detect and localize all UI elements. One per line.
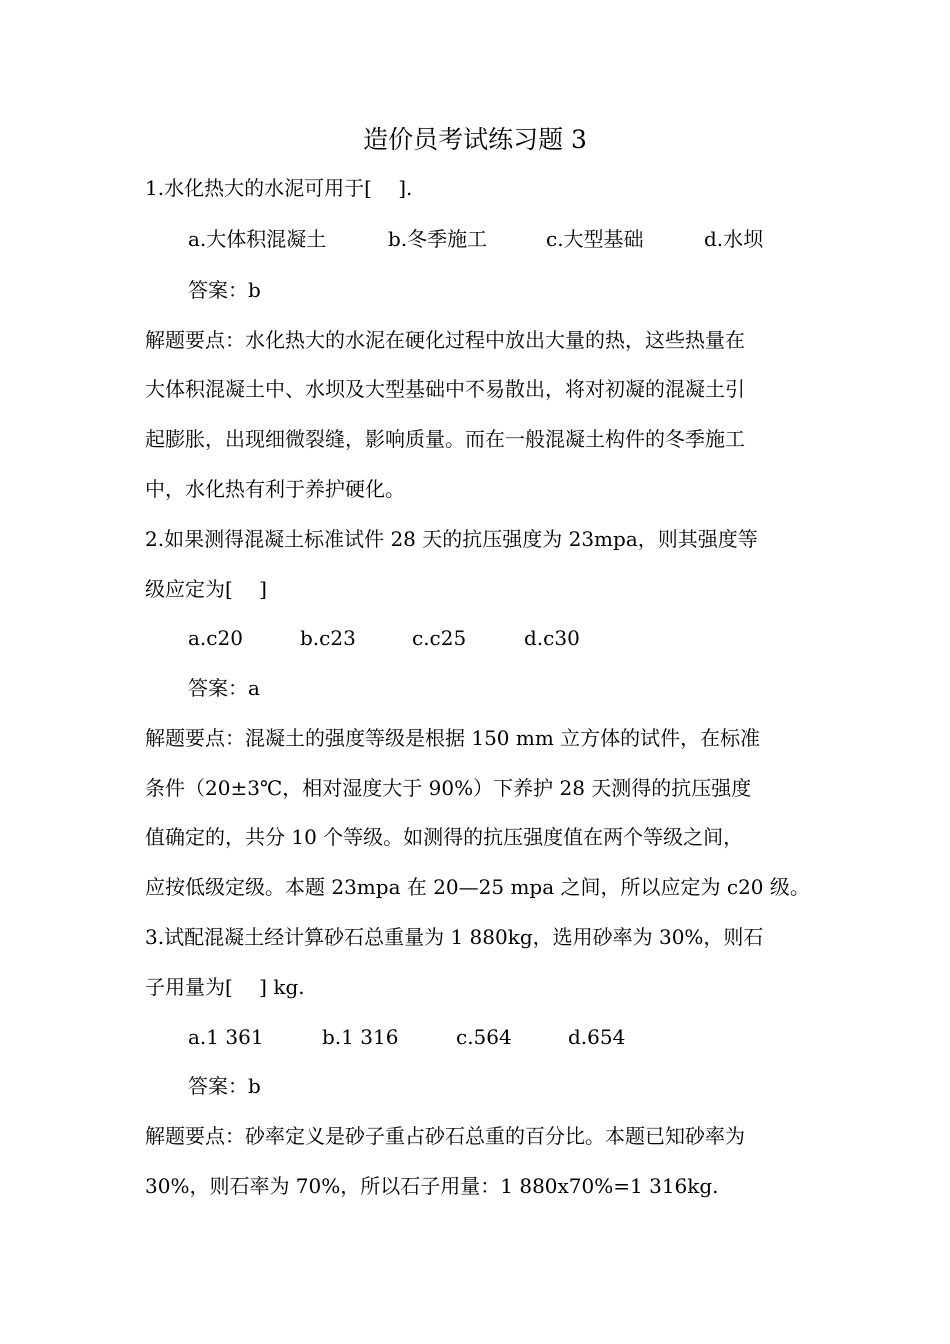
question-2-stem: 级应定为[ ]	[145, 577, 267, 601]
question-1-explanation-line: 起膨胀，出现细微裂缝，影响质量。而在一般混凝土构件的冬季施工	[145, 427, 745, 451]
question-3-explanation-line: 30%，则石率为 70%，所以石子用量：1 880x70%=1 316kg.	[145, 1174, 719, 1198]
option-a: a.c20	[188, 626, 243, 650]
question-3-stem: 3.试配混凝土经计算砂石总重量为 1 880kg，选用砂率为 30%，则石	[145, 925, 764, 949]
question-1-stem: 1.水化热大的水泥可用于[ ].	[145, 176, 413, 200]
question-2-stem: 2.如果测得混凝土标准试件 28 天的抗压强度为 23mpa，则其强度等	[145, 527, 758, 551]
page-title: 造价员考试练习题 3	[363, 125, 587, 154]
question-2-answer: 答案：a	[188, 676, 260, 700]
option-c: c.大型基础	[546, 227, 644, 251]
option-a: a.1 361	[188, 1025, 264, 1049]
option-b: b.冬季施工	[388, 227, 488, 251]
question-1-explanation-line: 中，水化热有利于养护硬化。	[145, 477, 405, 501]
option-b: b.1 316	[322, 1025, 399, 1049]
option-d: d.654	[568, 1025, 626, 1049]
question-3-explanation-line: 解题要点：砂率定义是砂子重占砂石总重的百分比。本题已知砂率为	[145, 1124, 745, 1148]
option-c: c.564	[456, 1025, 512, 1049]
question-3-answer: 答案：b	[188, 1074, 261, 1098]
question-2-explanation-line: 值确定的，共分 10 个等级。如测得的抗压强度值在两个等级之间，	[145, 825, 744, 849]
question-1-explanation-line: 大体积混凝土中、水坝及大型基础中不易散出，将对初凝的混凝土引	[145, 377, 745, 401]
option-b: b.c23	[300, 626, 356, 650]
option-c: c.c25	[412, 626, 467, 650]
question-1-answer: 答案：b	[188, 278, 261, 302]
option-d: d.c30	[524, 626, 580, 650]
question-1-explanation-line: 解题要点：水化热大的水泥在硬化过程中放出大量的热，这些热量在	[145, 328, 745, 352]
question-2-explanation-line: 解题要点：混凝土的强度等级是根据 150 mm 立方体的试件，在标准	[145, 726, 761, 750]
option-d: d.水坝	[704, 227, 764, 251]
question-2-explanation-line: 应按低级定级。本题 23mpa 在 20—25 mpa 之间，所以应定为 c20 级。	[145, 875, 810, 899]
question-3-stem: 子用量为[ ] kg.	[145, 975, 305, 999]
option-a: a.大体积混凝土	[188, 227, 327, 251]
question-2-explanation-line: 条件（20±3℃，相对湿度大于 90%）下养护 28 天测得的抗压强度	[145, 776, 752, 800]
